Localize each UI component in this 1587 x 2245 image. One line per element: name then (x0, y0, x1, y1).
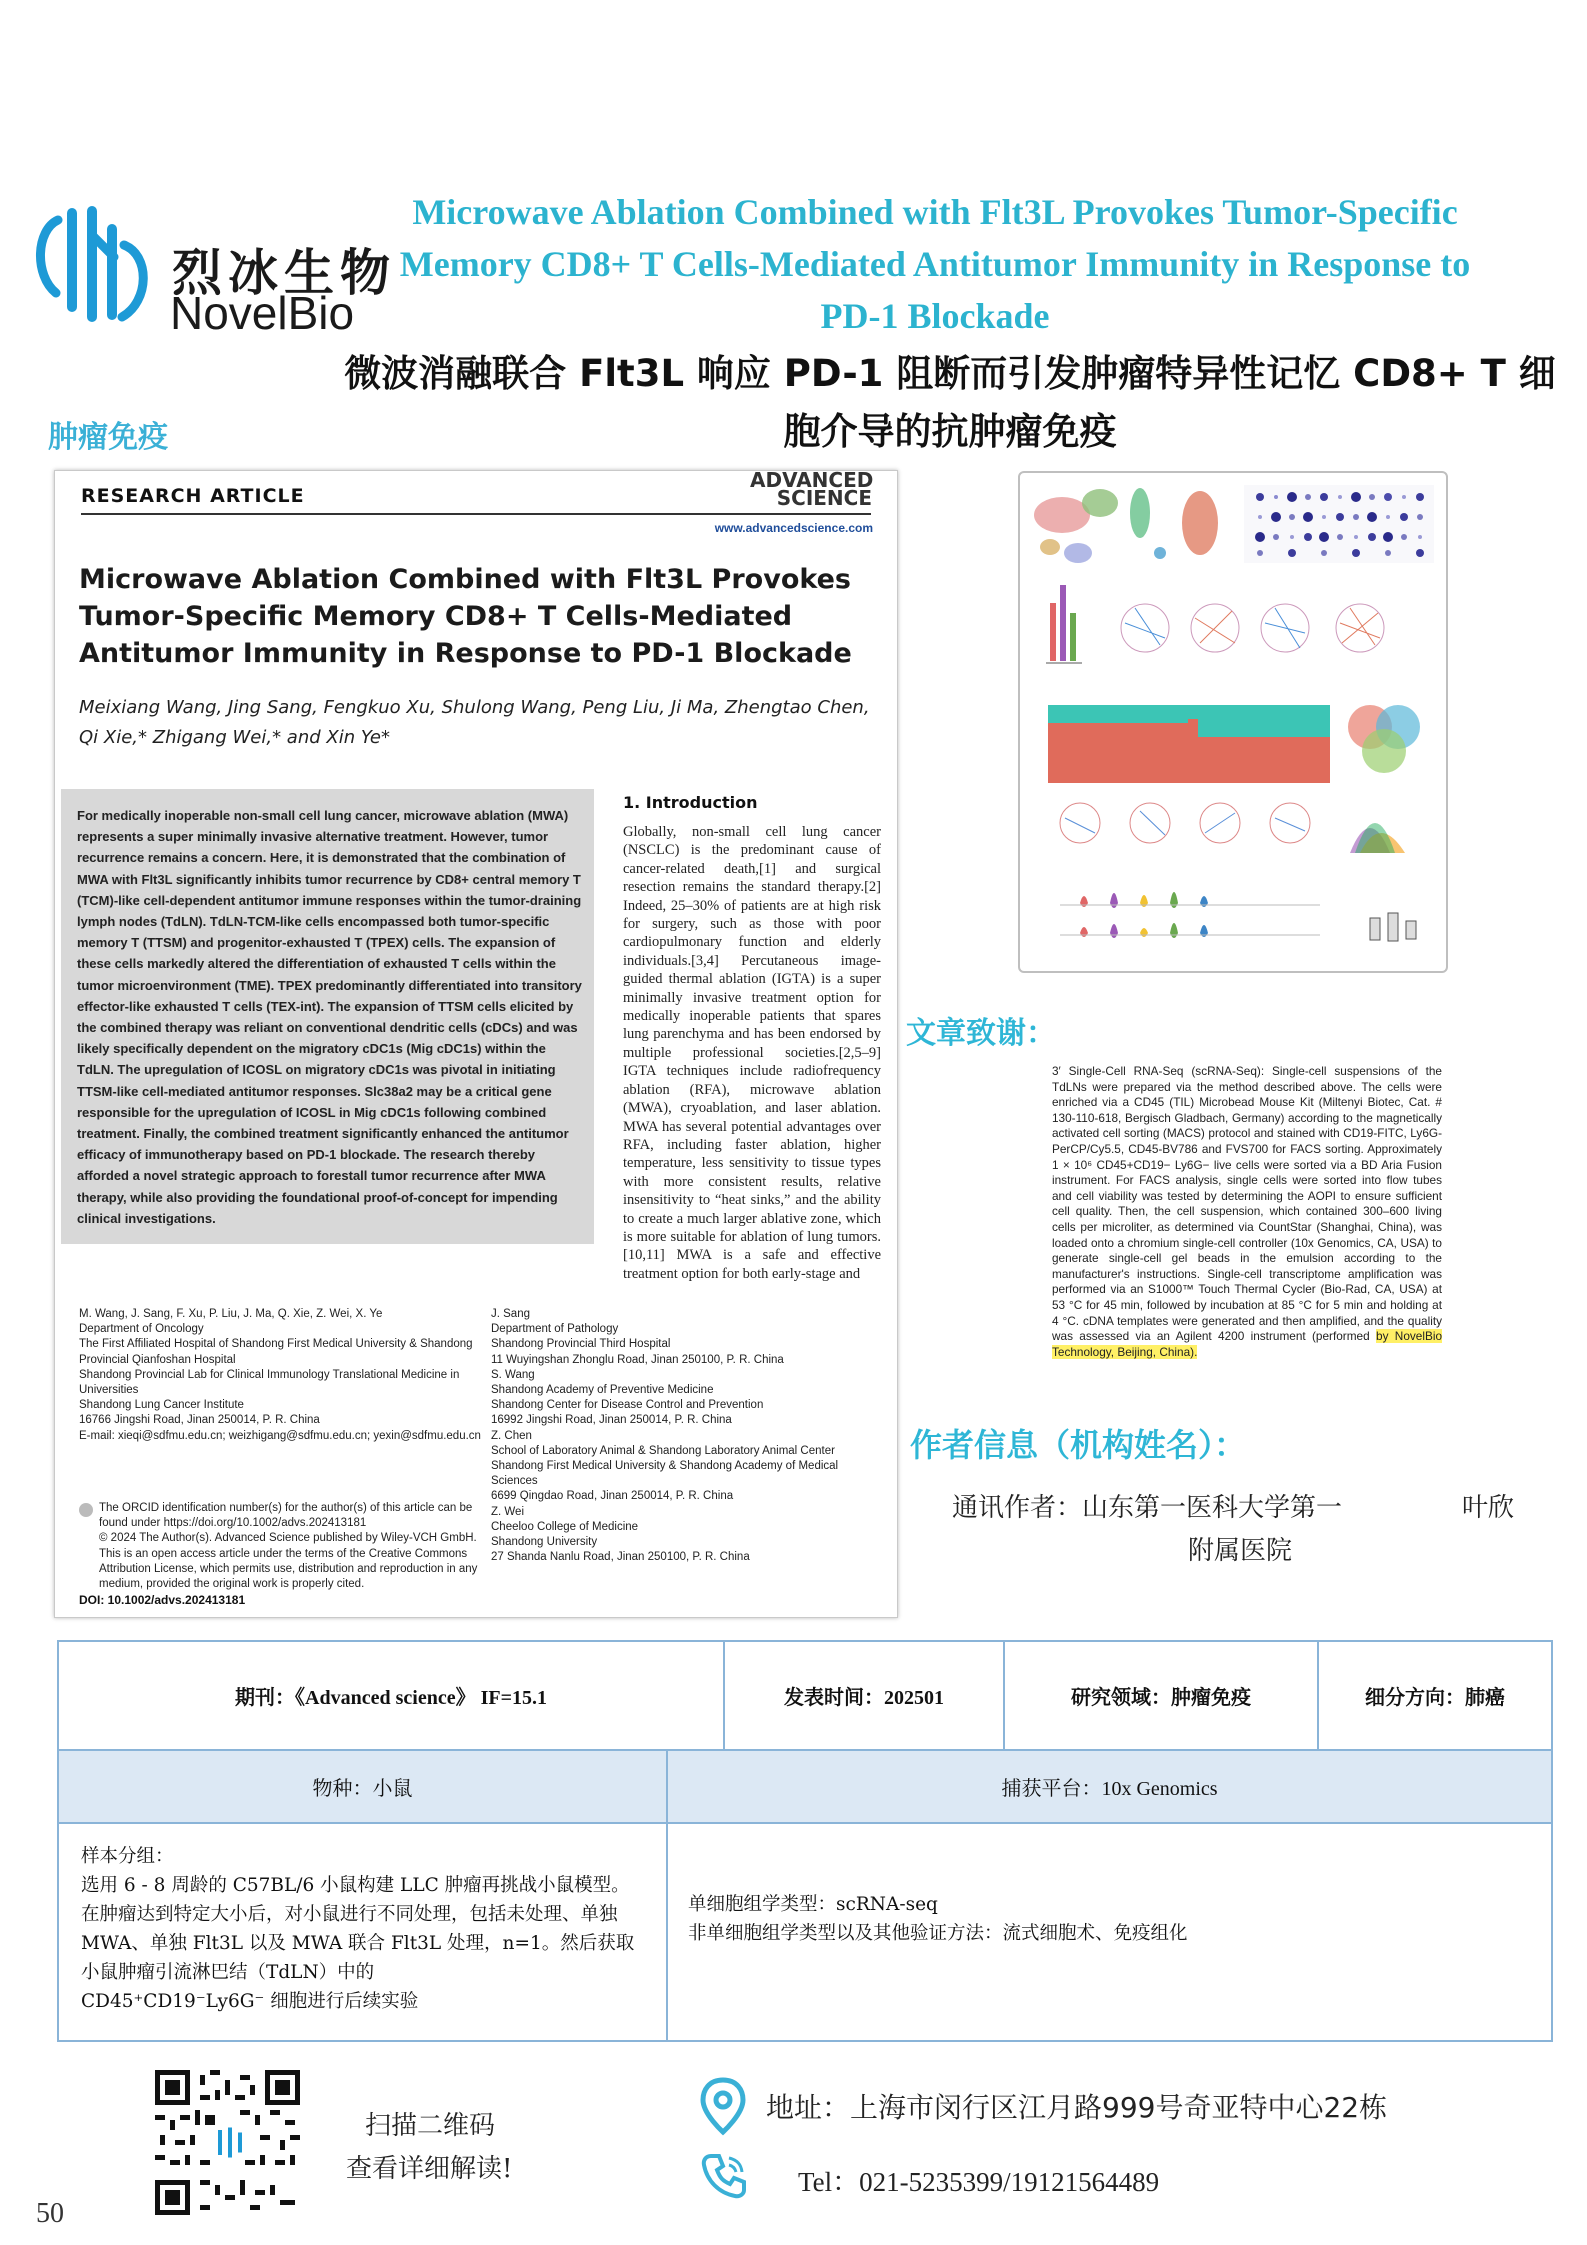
other-methods: 非单细胞组学类型以及其他验证方法：流式细胞术、免疫组化 (688, 1923, 1188, 1944)
table-platform: 捕获平台：10x Genomics (668, 1749, 1551, 1822)
article-doi: DOI: 10.1002/advs.202413181 (79, 1593, 246, 1607)
address-text: 地址：上海市闵行区江月路999号奇亚特中心22栋 (766, 2091, 1388, 2124)
section-label: RESEARCH ARTICLE (81, 485, 305, 507)
affiliations-right: J. Sang Department of Pathology Shandong Provincial Third Hospital 11 Wuyingshan Zhonglu Road, Jinan 250100, P. R. China S. Wang Shandong Academy of Preventive Medicine Shandong Center for Disease Control and Prevention 16992 Jingshi Road, Jinan 250014, P. R. China Z. Chen School of Laboratory Animal & Shandong Laboratory Animal Center Shandong First Medical University & Shandong Academy of Medical Sciences 6699 Qingdao Road, Jinan 250014, P. R. China Z. Wei Cheeloo College of Medicine Shandong University 27 Shanda Nanlu Road, Jinan 250100, P. R. China (491, 1308, 839, 1564)
acknowledgement-heading: 文章致谢： (906, 1016, 1056, 1051)
corresponding-affiliation-cont: 附属医院 (1188, 1536, 1293, 1566)
dot-plot (1244, 485, 1434, 563)
journal-logo (750, 468, 874, 510)
table-direction: 细分方向：肺癌 (1365, 1687, 1505, 1709)
chinese-title: 微波消融联合 Flt3L 响应 PD-1 阻断而引发肿瘤特异性记忆 CD8+ T 细胞介导的抗肿瘤免疫 (344, 352, 1556, 453)
table-date: 发表时间：202501 (784, 1687, 944, 1709)
stacked-bar-panel (1048, 705, 1330, 783)
corresponding-affiliation: 通讯作者：山东第一医科大学第一 (952, 1493, 1343, 1523)
orcid-icon (79, 1503, 93, 1517)
table-sample-cell (59, 1822, 666, 2040)
acknowledgement-body: 3′ Single-Cell RNA-Seq (scRNA-Seq): Single-cell suspensions of the TdLNs were prepared via the method described above. The cells were enriched via a CD45 (TIL) Microbead Mouse Kit (Miltenyi Biotec, Cat. # 130-110-618, Bergisch Gladbach, Germany) according to the magnetically activated cell sorting (MACS) protocol and stained with CD19-FITC, Ly6G-PerCP/Cy5.5, CD45-BV786 and FVS700 for FACS sorting. Approximately 1 × 10⁶ CD45+CD19− Ly6G− live cells were sorted via a BD Aria Fusion instrument. For FACS analysis, single cells were sorted into flow tubes and cell viability was tested by determining the AOPI to ensure sufficient cell quality. Then, the cell suspension, which contained 300–600 living cells per microliter, as determined via CountStar (Shanghai, China), was loaded onto a chromium single-cell controller (10x Genomics, CA, USA) to generate single-cell gel beads in the emulsion according to the manufacturer's instructions. Single-cell transcriptome amplification was performed via an S1000™ Touch Thermal Cycler (Bio-Rad, CA, USA) at 53 °C for 45 min, followed by incubation at 85 °C for 5 min and holding at 4 °C. cDNA templates were generated and then amplified, and the quality was assessed via an Agilent 4200 instrument (performed (1052, 1064, 1442, 1344)
sample-group-title: 样本分组： (81, 1846, 174, 1867)
novelbio-logo-icon (28, 205, 156, 335)
table-journal: 期刊：《Advanced science》 IF=15.1 (235, 1687, 547, 1709)
affiliations-left: M. Wang, J. Sang, F. Xu, P. Liu, J. Ma, Q. Xie, Z. Wei, X. Ye Department of Oncology The First Affiliated Hospital of Shandong First Medical University & Shandong Provincial Qianfoshan Hospital Shandong Provincial Lab for Clinical Immunology Translational Medicine in Universities Shandong Lung Cancer Institute 16766 Jingshi Road, Jinan 250014, P. R. China E-mail: xieqi@sdfmu.edu.cn; weizhigang@sdfmu.edu.cn; yexin@sdfmu.edu.cn (79, 1308, 481, 1442)
omics-type: 单细胞组学类型：scRNA-seq (688, 1894, 938, 1915)
violin-plots (1060, 892, 1320, 938)
intro-text: Globally, non-small cell lung cancer (NSCLC) is the predominant cause of cancer-related death,[1] and surgical resection remains the standard therapy.[2] Indeed, 25–30% of patients are at high risk for surgery, such as those with poor cardiopulmonary function and elderly individuals.[3,4] Percutaneous image-guided thermal ablation (IGTA) is a super minimally invasive treatment option for medically inoperable patients that spares lung parenchyma and has been endorsed by multiple professional societies.[2,5–9] IGTA techniques include radiofrequency ablation (RFA), microwave ablation (MWA), cryoablation, and laser ablation. MWA has several potential advantages over RFA, including faster ablation, higher temperature, less sensitivity to tissue types with more consistent results, relative insensitivity to “heat sinks,” and the ability to create a much larger ablative zone, which is more suitable for ablation of lung tumors.[10,11] MWA is a safe and effective treatment option for both early-stage and (623, 824, 881, 1282)
figure-panel (1018, 471, 1448, 973)
umap-plot (1034, 488, 1218, 563)
category-label: 肿瘤免疫 (48, 420, 168, 455)
telephone-text: Tel：021-5235399/19121564489 (798, 2167, 1160, 2197)
venn-diagram (1348, 705, 1420, 773)
location-pin-icon (697, 2076, 749, 2138)
logo-english-name: NovelBio (170, 287, 355, 339)
network-row-g (1060, 803, 1310, 843)
bar-panel (1046, 585, 1082, 663)
sample-group-cells: CD45⁺CD19⁻Ly6G⁻ 细胞进行后续实验 (81, 1991, 419, 2012)
info-table (57, 1640, 1553, 2042)
box-plot (1370, 913, 1416, 941)
english-title: Microwave Ablation Combined with Flt3L Provokes Tumor-Specific Memory CD8+ T Cells-Mediated Antitumor Immunity in Response to PD-1 Blockade (399, 192, 1471, 336)
table-methods-cell (668, 1822, 1551, 2040)
acknowledgement-highlight: by NovelBio Technology, Beijing, China). (1052, 1329, 1443, 1359)
article-authors: Meixiang Wang, Jing Sang, Fengkuo Xu, Shulong Wang, Peng Liu, Ji Ma, Zhengtao Chen, Qi Xie,* Zhigang Wei,* and Xin Ye* (79, 697, 870, 748)
phone-icon (697, 2150, 749, 2202)
acknowledgement-text (1052, 1064, 1442, 1360)
sample-group-text: 选用 6 - 8 周龄的 C57BL/6 小鼠构建 LLC 肿瘤再挑战小鼠模型。在肿瘤达到特定大小后，对小鼠进行不同处理，包括未处理、单独 MWA、单独 Flt3L 以及 MWA 联合 Flt3L 处理，n=1。然后获取小鼠肿瘤引流淋巴结（TdLN）中的 (81, 1875, 635, 1983)
figure-graphic (1020, 473, 1446, 971)
article-title: Microwave Ablation Combined with Flt3L Provokes Tumor-Specific Memory CD8+ T Cells-Mediated Antitumor Immunity in Response to PD-1 Blockade (79, 564, 852, 669)
license-text: The ORCID identification number(s) for the author(s) of this article can be found under https://doi.org/10.1002/advs.202413181 © 2024 The Author(s). Advanced Science published by Wiley-VCH GmbH. This is an open access article under the terms of the Creative Commons Attribution License, which permits use, distribution and reproduction in any medium, provided the original work is properly cited. (99, 1502, 478, 1591)
scan-qr-text: 扫描二维码 (365, 2111, 496, 2141)
table-species: 物种：小鼠 (59, 1749, 666, 1822)
table-field: 研究领域：肿瘤免疫 (1071, 1687, 1251, 1709)
page-number: 50 (36, 2198, 64, 2229)
article-first-page (54, 470, 898, 1618)
header-rule (81, 513, 871, 515)
journal-logo-line1: ADVANCED (750, 468, 874, 492)
abstract-text: For medically inoperable non-small cell lung cancer, microwave ablation (MWA) represents a super minimally invasive alternative treatment. However, tumor recurrence remains a concern. Here, it is demonstrated that the combination of MWA with Flt3L significantly inhibits tumor recurrence by CD8+ central memory T (TCM)-like cell-dependent antitumor immune responses within the tumor-draining lymph nodes (TdLN). TdLN-TCM-like cells encompassed both tumor-specific memory T (TTSM) and progenitor-exhausted T (TPEX) cells. The expansion of these cells markedly altered the differentiation of exhausted T cells within the tumor microenvironment (TME). TPEX predominantly differentiated into transitory effector-like exhausted T cells (TEX-int). The expansion of TTSM cells elicited by the combined therapy was reliant on conventional dendritic cells (cDCs) and was likely specifically dependent on the migratory cDC1s (Mig cDC1s) within the TdLN. The upregulation of ICOSL on migratory cDC1s was pivotal in initiating TTSM-like cell-mediated antitumor responses. Slc38a2 may be a critical gene responsible for the upregulation of ICOSL in Mig cDC1s following combined treatment. Finally, the combined treatment significantly enhanced the antitumor efficacy of immunotherapy based on PD-1 blockade. The research thereby afforded a novel strategic approach to forestall tumor recurrence after MWA therapy, while also providing the foundational proof-of-concept for impending clinical investigations. (77, 808, 582, 1226)
author-info-heading: 作者信息（机构姓名）： (910, 1426, 1247, 1464)
qr-code-icon[interactable] (155, 2070, 300, 2215)
journal-logo-line2: SCIENCE (776, 486, 872, 510)
journal-url[interactable]: www.advancedscience.com (714, 521, 873, 535)
corresponding-author-name: 叶欣 (1462, 1493, 1515, 1523)
density-plot (1350, 823, 1405, 853)
intro-heading: 1. Introduction (623, 793, 758, 812)
view-details-text: 查看详细解读! (346, 2154, 513, 2184)
network-plots (1121, 604, 1384, 652)
logo-chinese-name: 烈冰生物 (172, 244, 396, 302)
